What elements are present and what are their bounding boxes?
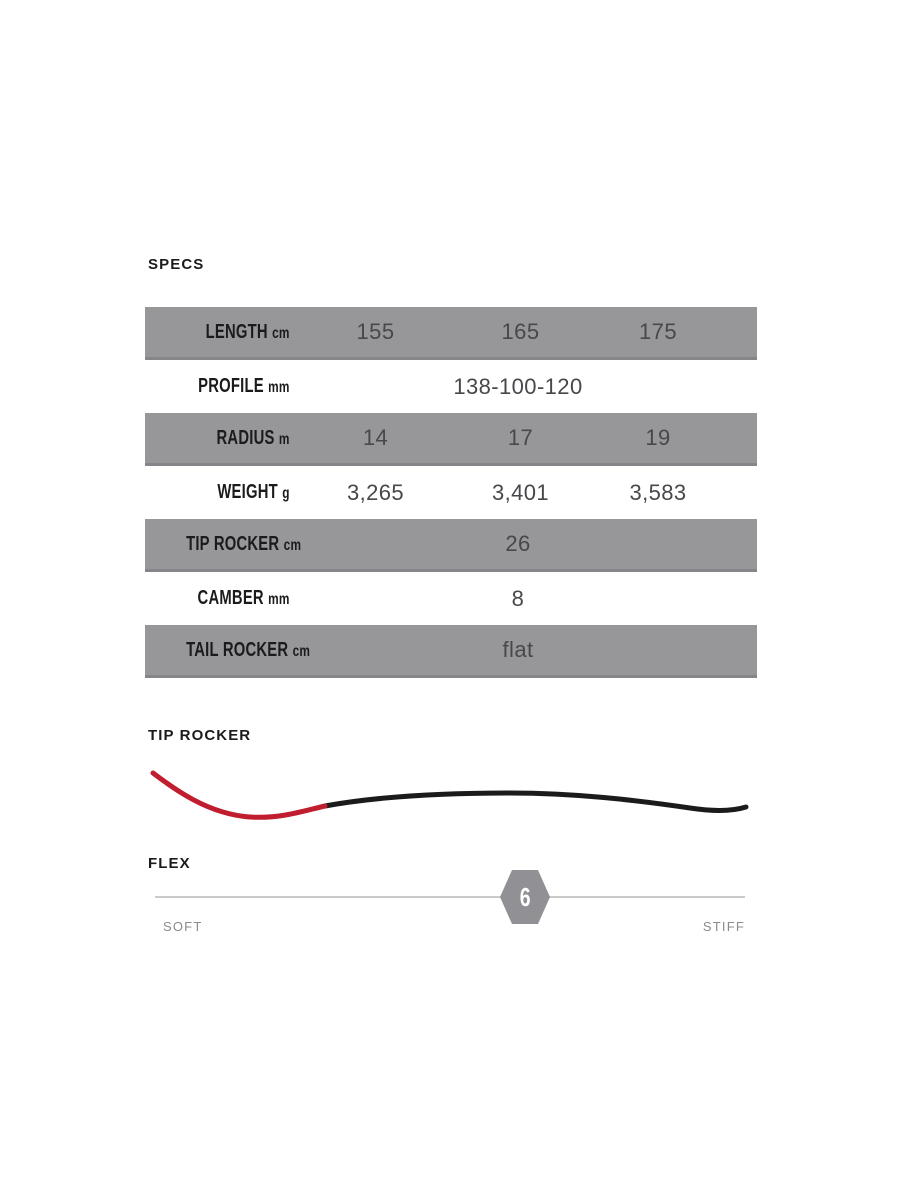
spec-value-merged: 26	[505, 531, 531, 556]
spec-row-camber	[145, 572, 757, 625]
spec-value: 17	[507, 425, 534, 450]
spec-label	[186, 587, 303, 610]
spec-label-name: TAIL ROCKER	[186, 638, 289, 661]
spec-value: 3,401	[491, 479, 550, 505]
spec-label-unit: cm	[272, 324, 290, 342]
spec-value-merged: flat	[502, 637, 534, 662]
spec-label-unit: cm	[283, 536, 302, 554]
spec-label	[186, 375, 303, 398]
spec-label-unit: m	[278, 430, 290, 448]
flex-heading: FLEX	[148, 855, 191, 872]
flex-stiff-label: STIFF	[702, 919, 745, 934]
spec-label	[186, 427, 303, 450]
spec-label-unit: mm	[268, 591, 290, 608]
spec-row-radius	[145, 413, 757, 466]
spec-value: 165	[501, 319, 540, 344]
spec-label	[186, 321, 303, 344]
flex-indicator-hexagon	[500, 870, 550, 924]
spec-row-weight	[145, 466, 757, 519]
flex-value: 6	[519, 881, 531, 912]
spec-value-merged: 138-100-120	[453, 373, 583, 399]
spec-row-tail-rocker	[145, 625, 757, 678]
ski-body-curve	[325, 793, 746, 811]
tip-rocker-profile-graphic	[145, 762, 757, 822]
spec-label-name: WEIGHT	[217, 481, 278, 503]
spec-label-unit: cm	[292, 642, 311, 660]
spec-value: 3,265	[346, 479, 405, 505]
spec-value: 155	[356, 319, 395, 344]
spec-label-name: RADIUS	[216, 426, 275, 449]
spec-label-name: TIP ROCKER	[186, 532, 280, 555]
spec-label-name: PROFILE	[198, 375, 264, 397]
flex-soft-label: SOFT	[163, 919, 203, 934]
tip-rocker-heading: TIP ROCKER	[148, 727, 252, 744]
spec-label-name: CAMBER	[197, 587, 264, 609]
flex-track	[155, 896, 745, 898]
ski-tip-curve	[153, 773, 325, 817]
spec-label-unit: g	[282, 485, 290, 502]
spec-value: 19	[645, 425, 671, 450]
specs-table	[145, 307, 757, 678]
spec-label	[186, 533, 303, 556]
specs-heading: SPECS	[148, 256, 205, 273]
spec-row-profile	[145, 360, 757, 413]
spec-value: 3,583	[629, 479, 687, 505]
spec-value: 175	[639, 319, 677, 344]
spec-value-merged: 8	[511, 585, 525, 611]
spec-label-name: LENGTH	[205, 320, 268, 343]
spec-row-length	[145, 307, 757, 360]
spec-label-unit: mm	[268, 379, 290, 396]
spec-label	[186, 638, 311, 662]
spec-value: 14	[362, 425, 389, 450]
spec-label	[186, 481, 303, 504]
spec-row-tip-rocker	[145, 519, 757, 572]
